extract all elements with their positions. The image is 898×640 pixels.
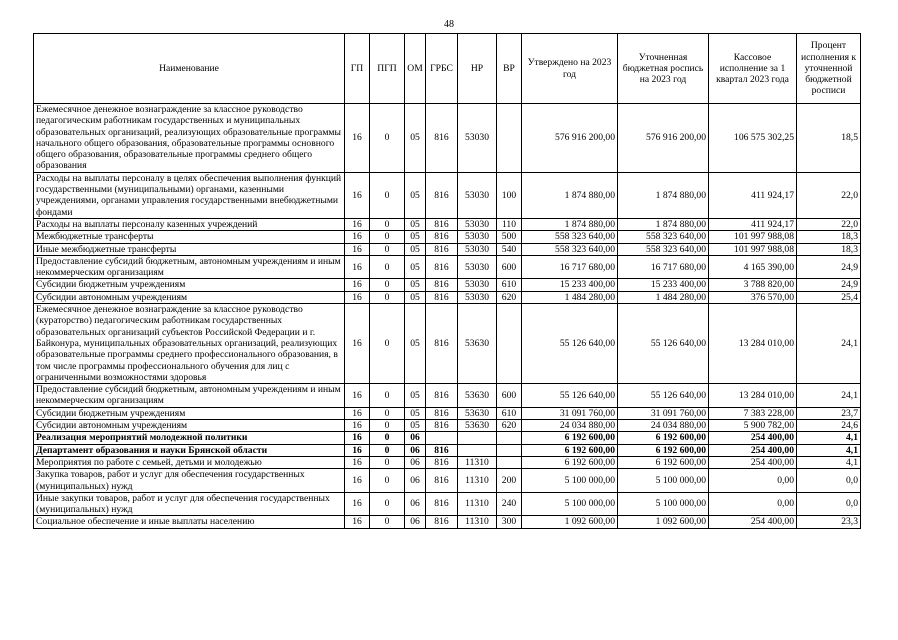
cell-om: 05 [405, 304, 426, 384]
cell-name: Иные закупки товаров, работ и услуг для обеспечения государственных (муниципальных) нужд [34, 492, 345, 516]
table-row [34, 304, 861, 384]
cell-approved: 55 126 640,00 [522, 384, 618, 408]
page-number: 48 [444, 19, 454, 30]
cell-percent: 24,9 [797, 279, 861, 291]
cell-pgp: 0 [370, 104, 405, 173]
cell-pgp: 0 [370, 407, 405, 419]
cell-nr: 53630 [458, 304, 497, 384]
cell-cash: 101 997 988,08 [709, 243, 797, 255]
table-row [34, 384, 861, 408]
cell-vr [497, 456, 522, 468]
table-row [34, 243, 861, 255]
cell-grbs: 816 [426, 516, 458, 528]
cell-nr: 53030 [458, 231, 497, 243]
cell-om: 05 [405, 384, 426, 408]
cell-om: 06 [405, 456, 426, 468]
cell-approved: 6 192 600,00 [522, 432, 618, 444]
cell-approved: 1 092 600,00 [522, 516, 618, 528]
cell-cash: 13 284 010,00 [709, 304, 797, 384]
cell-refined: 1 092 600,00 [618, 516, 709, 528]
cell-percent: 18,3 [797, 243, 861, 255]
cell-cash: 411 924,17 [709, 172, 797, 218]
cell-approved: 1 874 880,00 [522, 218, 618, 230]
table-row [34, 516, 861, 528]
cell-name: Департамент образования и науки Брянской области [34, 444, 345, 456]
cell-om: 05 [405, 218, 426, 230]
cell-vr: 100 [497, 172, 522, 218]
cell-vr [497, 104, 522, 173]
cell-cash: 254 400,00 [709, 444, 797, 456]
cell-nr: 53030 [458, 172, 497, 218]
cell-nr [458, 432, 497, 444]
cell-name: Закупка товаров, работ и услуг для обеспечения государственных (муниципальных) нужд [34, 469, 345, 493]
cell-percent: 25,4 [797, 291, 861, 303]
cell-approved: 1 484 280,00 [522, 291, 618, 303]
cell-name: Субсидии бюджетным учреждениям [34, 407, 345, 419]
cell-cash: 254 400,00 [709, 516, 797, 528]
cell-percent: 22,0 [797, 172, 861, 218]
col-header-gp: ГП [345, 34, 370, 104]
cell-gp: 16 [345, 218, 370, 230]
cell-refined: 5 100 000,00 [618, 469, 709, 493]
table-row [34, 432, 861, 444]
cell-cash: 3 788 820,00 [709, 279, 797, 291]
table-row [34, 291, 861, 303]
cell-cash: 7 383 228,00 [709, 407, 797, 419]
cell-grbs: 816 [426, 420, 458, 432]
cell-nr: 11310 [458, 516, 497, 528]
cell-gp: 16 [345, 279, 370, 291]
cell-gp: 16 [345, 432, 370, 444]
cell-percent: 23,7 [797, 407, 861, 419]
cell-vr: 200 [497, 469, 522, 493]
cell-nr [458, 444, 497, 456]
cell-vr [497, 444, 522, 456]
cell-vr: 610 [497, 407, 522, 419]
cell-pgp: 0 [370, 469, 405, 493]
cell-refined: 558 323 640,00 [618, 231, 709, 243]
cell-om: 06 [405, 516, 426, 528]
cell-vr: 620 [497, 291, 522, 303]
cell-gp: 16 [345, 444, 370, 456]
cell-nr: 53630 [458, 420, 497, 432]
cell-om: 06 [405, 469, 426, 493]
cell-name: Предоставление субсидий бюджетным, автономным учреждениям и иным некоммерческим организациям [34, 255, 345, 279]
cell-name: Субсидии автономным учреждениям [34, 291, 345, 303]
cell-refined: 6 192 600,00 [618, 432, 709, 444]
table-row [34, 444, 861, 456]
table-row [34, 104, 861, 173]
cell-name: Расходы на выплаты персоналу в целях обеспечения выполнения функций государственными (муниципальными) органами, казенными учреждениями, органами управления государственными внебюджетными фондами [34, 172, 345, 218]
cell-pgp: 0 [370, 279, 405, 291]
budget-execution-table [33, 33, 861, 529]
cell-vr: 300 [497, 516, 522, 528]
cell-vr: 500 [497, 231, 522, 243]
cell-cash: 0,00 [709, 469, 797, 493]
cell-approved: 31 091 760,00 [522, 407, 618, 419]
cell-refined: 1 874 880,00 [618, 218, 709, 230]
cell-pgp: 0 [370, 456, 405, 468]
cell-percent: 4,1 [797, 432, 861, 444]
cell-approved: 24 034 880,00 [522, 420, 618, 432]
cell-nr: 53030 [458, 243, 497, 255]
table-row [34, 492, 861, 516]
cell-approved: 55 126 640,00 [522, 304, 618, 384]
cell-vr: 540 [497, 243, 522, 255]
cell-grbs: 816 [426, 218, 458, 230]
cell-name: Иные межбюджетные трансферты [34, 243, 345, 255]
cell-name: Реализация мероприятий молодежной политики [34, 432, 345, 444]
cell-approved: 558 323 640,00 [522, 231, 618, 243]
cell-nr: 53030 [458, 255, 497, 279]
cell-name: Мероприятия по работе с семьей, детьми и молодежью [34, 456, 345, 468]
cell-percent: 0,0 [797, 469, 861, 493]
cell-grbs: 816 [426, 456, 458, 468]
cell-grbs: 816 [426, 407, 458, 419]
table-row [34, 420, 861, 432]
cell-om: 05 [405, 255, 426, 279]
cell-cash: 13 284 010,00 [709, 384, 797, 408]
cell-approved: 558 323 640,00 [522, 243, 618, 255]
cell-nr: 11310 [458, 469, 497, 493]
cell-approved: 5 100 000,00 [522, 492, 618, 516]
cell-refined: 24 034 880,00 [618, 420, 709, 432]
cell-name: Ежемесячное денежное вознаграждение за классное руководство (кураторство) педагогическим работникам государственных образовательных организаций субъектов Российской Федерации и г. Байконура, муниципальных образовательных организаций, реализующих образовательные программы среднего профессионального образования, в том числе программы профессионального обучения для лиц с ограниченными возможностями здоровья [34, 304, 345, 384]
cell-om: 05 [405, 172, 426, 218]
cell-cash: 411 924,17 [709, 218, 797, 230]
cell-grbs: 816 [426, 492, 458, 516]
cell-vr [497, 432, 522, 444]
col-header-pgp: ПГП [370, 34, 405, 104]
cell-approved: 15 233 400,00 [522, 279, 618, 291]
cell-om: 05 [405, 291, 426, 303]
cell-refined: 55 126 640,00 [618, 304, 709, 384]
table-row [34, 255, 861, 279]
cell-pgp: 0 [370, 231, 405, 243]
cell-nr: 11310 [458, 456, 497, 468]
cell-grbs [426, 432, 458, 444]
cell-nr: 53630 [458, 407, 497, 419]
cell-name: Расходы на выплаты персоналу казенных учреждений [34, 218, 345, 230]
cell-percent: 24,6 [797, 420, 861, 432]
cell-grbs: 816 [426, 243, 458, 255]
table-row [34, 469, 861, 493]
cell-refined: 576 916 200,00 [618, 104, 709, 173]
cell-nr: 11310 [458, 492, 497, 516]
cell-approved: 576 916 200,00 [522, 104, 618, 173]
cell-grbs: 816 [426, 291, 458, 303]
cell-name: Субсидии автономным учреждениям [34, 420, 345, 432]
cell-nr: 53030 [458, 218, 497, 230]
cell-grbs: 816 [426, 469, 458, 493]
cell-nr: 53030 [458, 104, 497, 173]
cell-gp: 16 [345, 407, 370, 419]
cell-grbs: 816 [426, 104, 458, 173]
table-row [34, 218, 861, 230]
cell-percent: 24,9 [797, 255, 861, 279]
col-header-name: Наименование [34, 34, 345, 104]
cell-pgp: 0 [370, 291, 405, 303]
cell-om: 06 [405, 432, 426, 444]
cell-pgp: 0 [370, 384, 405, 408]
cell-percent: 22,0 [797, 218, 861, 230]
table-header-row [34, 34, 861, 104]
cell-grbs: 816 [426, 279, 458, 291]
col-header-approved: Утверждено на 2023 год [522, 34, 618, 104]
cell-vr: 600 [497, 384, 522, 408]
cell-approved: 16 717 680,00 [522, 255, 618, 279]
col-header-percent: Процент исполнения к уточненной бюджетной росписи [797, 34, 861, 104]
cell-om: 05 [405, 420, 426, 432]
cell-gp: 16 [345, 255, 370, 279]
col-header-vr: ВР [497, 34, 522, 104]
cell-approved: 6 192 600,00 [522, 456, 618, 468]
cell-gp: 16 [345, 172, 370, 218]
cell-refined: 6 192 600,00 [618, 444, 709, 456]
cell-grbs: 816 [426, 304, 458, 384]
cell-refined: 6 192 600,00 [618, 456, 709, 468]
cell-name: Межбюджетные трансферты [34, 231, 345, 243]
table-row [34, 279, 861, 291]
cell-pgp: 0 [370, 255, 405, 279]
cell-approved: 1 874 880,00 [522, 172, 618, 218]
cell-cash: 5 900 782,00 [709, 420, 797, 432]
cell-vr: 240 [497, 492, 522, 516]
cell-refined: 31 091 760,00 [618, 407, 709, 419]
cell-name: Социальное обеспечение и иные выплаты населению [34, 516, 345, 528]
cell-gp: 16 [345, 304, 370, 384]
col-header-cash: Кассовое исполнение за 1 квартал 2023 года [709, 34, 797, 104]
cell-percent: 4,1 [797, 456, 861, 468]
cell-cash: 106 575 302,25 [709, 104, 797, 173]
cell-percent: 18,3 [797, 231, 861, 243]
cell-gp: 16 [345, 291, 370, 303]
col-header-refined: Уточненная бюджетная роспись на 2023 год [618, 34, 709, 104]
col-header-nr: НР [458, 34, 497, 104]
cell-pgp: 0 [370, 172, 405, 218]
cell-gp: 16 [345, 243, 370, 255]
cell-approved: 6 192 600,00 [522, 444, 618, 456]
cell-refined: 5 100 000,00 [618, 492, 709, 516]
col-header-grbs: ГРБС [426, 34, 458, 104]
cell-gp: 16 [345, 516, 370, 528]
cell-nr: 53630 [458, 384, 497, 408]
cell-cash: 376 570,00 [709, 291, 797, 303]
col-header-om: ОМ [405, 34, 426, 104]
cell-percent: 23,3 [797, 516, 861, 528]
cell-cash: 101 997 988,08 [709, 231, 797, 243]
cell-grbs: 816 [426, 255, 458, 279]
cell-percent: 24,1 [797, 304, 861, 384]
cell-percent: 18,5 [797, 104, 861, 173]
cell-pgp: 0 [370, 444, 405, 456]
cell-grbs: 816 [426, 231, 458, 243]
cell-gp: 16 [345, 492, 370, 516]
table-row [34, 231, 861, 243]
cell-vr: 110 [497, 218, 522, 230]
cell-om: 05 [405, 243, 426, 255]
cell-vr: 610 [497, 279, 522, 291]
table-body [34, 104, 861, 529]
cell-name: Субсидии бюджетным учреждениям [34, 279, 345, 291]
cell-percent: 4,1 [797, 444, 861, 456]
cell-gp: 16 [345, 420, 370, 432]
cell-vr: 620 [497, 420, 522, 432]
cell-gp: 16 [345, 231, 370, 243]
cell-nr: 53030 [458, 291, 497, 303]
cell-om: 06 [405, 492, 426, 516]
cell-pgp: 0 [370, 420, 405, 432]
cell-cash: 0,00 [709, 492, 797, 516]
cell-gp: 16 [345, 469, 370, 493]
cell-cash: 254 400,00 [709, 456, 797, 468]
cell-pgp: 0 [370, 243, 405, 255]
cell-percent: 0,0 [797, 492, 861, 516]
cell-nr: 53030 [458, 279, 497, 291]
cell-grbs: 816 [426, 172, 458, 218]
cell-approved: 5 100 000,00 [522, 469, 618, 493]
cell-pgp: 0 [370, 516, 405, 528]
cell-cash: 4 165 390,00 [709, 255, 797, 279]
cell-grbs: 816 [426, 384, 458, 408]
table-row [34, 407, 861, 419]
cell-grbs: 816 [426, 444, 458, 456]
cell-name: Ежемесячное денежное вознаграждение за классное руководство педагогическим работникам государственных и муниципальных образовательных организаций, реализующих образовательные программы начального общего образования, образовательные программы основного общего образования, образовательные программы среднего общего образования [34, 104, 345, 173]
cell-vr: 600 [497, 255, 522, 279]
cell-refined: 15 233 400,00 [618, 279, 709, 291]
cell-pgp: 0 [370, 432, 405, 444]
cell-gp: 16 [345, 456, 370, 468]
cell-cash: 254 400,00 [709, 432, 797, 444]
cell-refined: 1 874 880,00 [618, 172, 709, 218]
cell-refined: 55 126 640,00 [618, 384, 709, 408]
table-row [34, 456, 861, 468]
cell-pgp: 0 [370, 304, 405, 384]
cell-pgp: 0 [370, 218, 405, 230]
cell-om: 05 [405, 104, 426, 173]
cell-vr [497, 304, 522, 384]
cell-gp: 16 [345, 104, 370, 173]
cell-gp: 16 [345, 384, 370, 408]
cell-refined: 16 717 680,00 [618, 255, 709, 279]
cell-percent: 24,1 [797, 384, 861, 408]
cell-om: 05 [405, 279, 426, 291]
cell-om: 05 [405, 231, 426, 243]
cell-pgp: 0 [370, 492, 405, 516]
cell-om: 05 [405, 407, 426, 419]
cell-refined: 558 323 640,00 [618, 243, 709, 255]
cell-name: Предоставление субсидий бюджетным, автономным учреждениям и иным некоммерческим организациям [34, 384, 345, 408]
cell-refined: 1 484 280,00 [618, 291, 709, 303]
cell-om: 06 [405, 444, 426, 456]
table-row [34, 172, 861, 218]
